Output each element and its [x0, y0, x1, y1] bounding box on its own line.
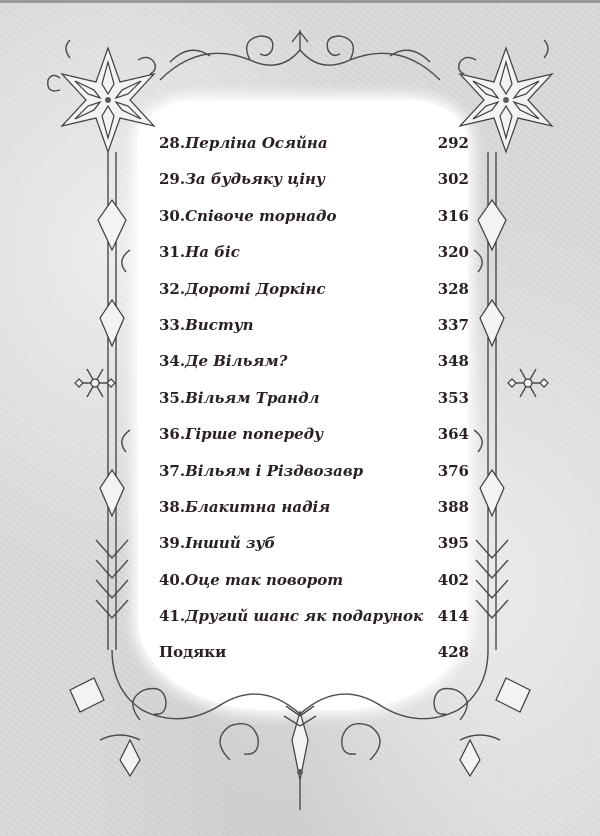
page-number: 348	[437, 352, 469, 371]
page-number: 364	[437, 425, 469, 444]
chapter-title: Інший зуб	[185, 534, 276, 553]
toc-entry-31[interactable]	[159, 234, 471, 270]
toc-entry-33[interactable]	[159, 307, 471, 343]
chapter-title: Блакитна надія	[185, 497, 331, 516]
chapter-number: 29.	[159, 170, 186, 189]
chapter-number: 39.	[159, 534, 186, 553]
toc-entry-30[interactable]	[159, 198, 471, 234]
chapter-title: Співоче торнадо	[185, 206, 337, 225]
toc-entry-acknowledgements[interactable]	[159, 634, 471, 670]
chapter-title: Дороті Доркінс	[185, 279, 326, 298]
toc-entry-28[interactable]	[159, 125, 471, 161]
chapter-number: 38.	[159, 497, 186, 516]
chapter-title: Перліна Осяйна	[185, 134, 328, 152]
table-of-contents	[159, 125, 471, 671]
chapter-number: 41.	[159, 607, 186, 626]
toc-entry-39[interactable]	[159, 525, 471, 561]
page-number: 320	[437, 243, 469, 262]
toc-entry-37[interactable]	[159, 453, 471, 489]
page-number: 316	[437, 206, 469, 225]
chapter-title: Вільям і Різдвозавр	[185, 461, 364, 480]
page-number: 328	[437, 279, 469, 298]
page-number: 402	[437, 570, 469, 589]
page-number: 428	[437, 643, 469, 662]
chapter-title: Другий шанс як подарунок	[185, 607, 424, 626]
chapter-title: Оце так поворот	[185, 570, 344, 589]
toc-entry-29[interactable]	[159, 161, 471, 197]
toc-entry-35[interactable]	[159, 380, 471, 416]
page-number: 353	[437, 388, 469, 407]
page-number: 337	[437, 315, 469, 334]
chapter-title: На біс	[185, 243, 240, 262]
chapter-number: 34.	[159, 352, 186, 371]
chapter-number: 40.	[159, 570, 186, 589]
acknowledgements-title: Подяки	[159, 643, 227, 662]
toc-entry-32[interactable]	[159, 271, 471, 307]
page-number: 414	[437, 607, 469, 626]
chapter-number: 35.	[159, 388, 186, 407]
page-number: 395	[437, 534, 469, 553]
chapter-title: Де Вільям?	[185, 352, 288, 371]
page-number: 388	[437, 497, 469, 516]
chapter-title: Виступ	[185, 315, 254, 334]
chapter-title: За будьяку ціну	[185, 170, 325, 189]
toc-entry-38[interactable]	[159, 489, 471, 525]
toc-entry-36[interactable]	[159, 416, 471, 452]
chapter-number: 32.	[159, 279, 186, 298]
page-number: 292	[437, 134, 469, 152]
chapter-number: 36.	[159, 425, 186, 444]
toc-entry-34[interactable]	[159, 343, 471, 379]
chapter-number: 30.	[159, 206, 186, 225]
page-number: 302	[437, 170, 469, 189]
chapter-number: 33.	[159, 315, 186, 334]
toc-entry-41[interactable]	[159, 598, 471, 634]
chapter-number: 31.	[159, 243, 186, 262]
chapter-number: 37.	[159, 461, 186, 480]
chapter-title: Вільям Трандл	[185, 388, 320, 407]
page-number: 376	[437, 461, 469, 480]
chapter-number: 28.	[159, 134, 186, 152]
toc-entry-40[interactable]	[159, 562, 471, 598]
chapter-title: Гірше попереду	[185, 425, 324, 444]
